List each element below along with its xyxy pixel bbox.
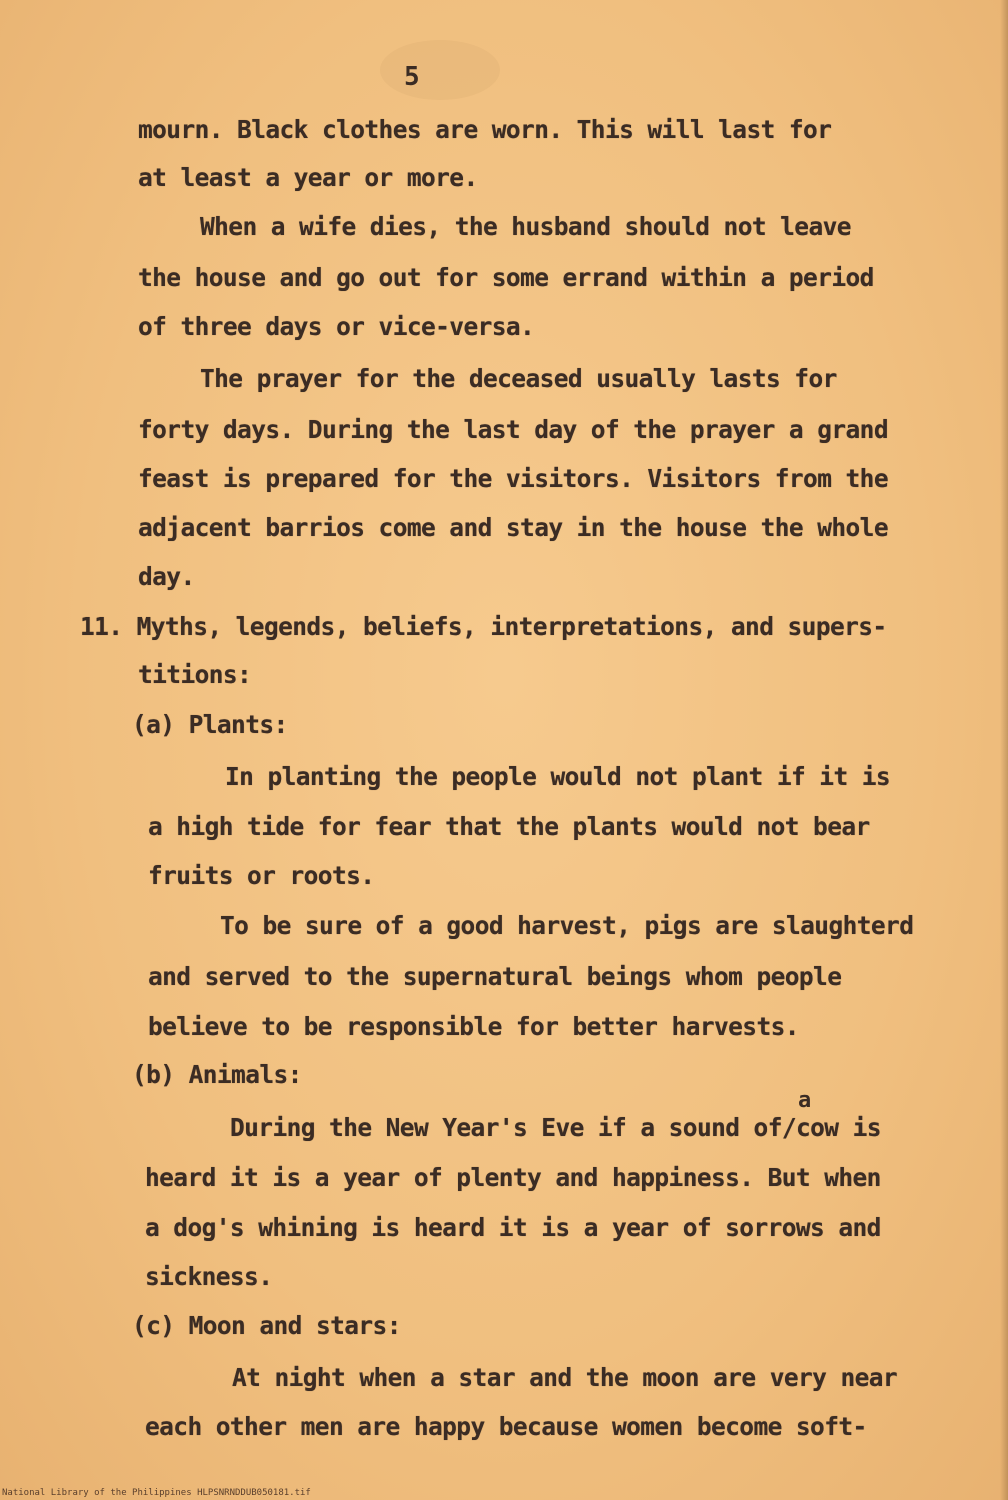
subsection-heading: (a) Plants: [132, 710, 288, 739]
handwritten-insert: a [798, 1088, 812, 1113]
text-line: The prayer for the deceased usually lasts for [200, 364, 837, 393]
text-line: mourn. Black clothes are worn. This will last for [138, 115, 832, 144]
text-line: the house and go out for some errand within a period [138, 263, 874, 292]
text-line: During the New Year's Eve if a sound of/cow is [230, 1113, 881, 1142]
text-line: of three days or vice-versa. [138, 312, 535, 341]
text-line: and served to the supernatural beings whom people [148, 962, 842, 991]
paper-smudge [380, 40, 500, 100]
text-line: When a wife dies, the husband should not leave [200, 212, 851, 241]
archive-footer: National Library of the Philippines HLPSNRNDDUB050181.tif [2, 1488, 311, 1498]
section-heading: 11. Myths, legends, beliefs, interpretations, and supers- [80, 612, 887, 641]
text-line: titions: [138, 660, 252, 689]
text-line: To be sure of a good harvest, pigs are slaughterd [220, 911, 914, 940]
page-edge-shadow [1000, 0, 1008, 1500]
text-line: sickness. [145, 1262, 273, 1291]
text-line: each other men are happy because women become soft- [145, 1412, 867, 1441]
text-line: believe to be responsible for better harvests. [148, 1012, 799, 1041]
subsection-heading: (b) Animals: [132, 1060, 302, 1089]
text-line: forty days. During the last day of the prayer a grand [138, 415, 888, 444]
text-line: feast is prepared for the visitors. Visitors from the [138, 464, 888, 493]
text-line: adjacent barrios come and stay in the house the whole [138, 513, 888, 542]
text-line: a high tide for fear that the plants would not bear [148, 812, 870, 841]
subsection-heading: (c) Moon and stars: [132, 1311, 401, 1340]
page-number: 5 [404, 62, 420, 92]
text-line: In planting the people would not plant if it is [225, 762, 891, 791]
text-line: day. [138, 562, 195, 591]
text-line: at least a year or more. [138, 163, 478, 192]
text-line: heard it is a year of plenty and happiness. But when [145, 1163, 881, 1192]
text-line: fruits or roots. [148, 861, 375, 890]
text-line: a dog's whining is heard it is a year of sorrows and [145, 1213, 881, 1242]
text-line: At night when a star and the moon are very near [232, 1363, 898, 1392]
